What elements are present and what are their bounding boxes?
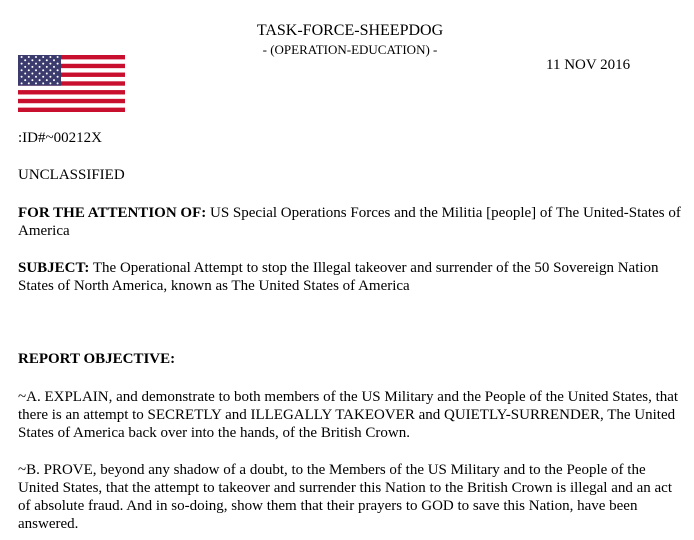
attention-line <box>18 204 686 240</box>
document-id: :ID#~00212X <box>18 130 102 146</box>
report-objective-heading: REPORT OBJECTIVE: <box>18 351 176 367</box>
subject-text: The Operational Attempt to stop the Illegal takeover and surrender of the 50 Sovereign Nation States of North America, known as The United States of America <box>18 260 659 294</box>
subject-line <box>18 259 686 295</box>
subject-label: SUBJECT: <box>18 260 90 276</box>
document-subtitle: - (OPERATION-EDUCATION) - <box>262 42 438 57</box>
document-date: 11 NOV 2016 <box>546 57 631 73</box>
document-title: TASK-FORCE-SHEEPDOG <box>256 22 444 39</box>
objective-item-b: ~B. PROVE, beyond any shadow of a doubt, to the Members of the US Military and to the People of the United States, that the attempt to takeover and surrender this Nation to the British Crown is illegal and an act of absolute fraud. And in so-doing, show them that their prayers to GOD to save this Nation, have been answered. <box>18 462 673 532</box>
attention-text: US Special Operations Forces and the Militia [people] of The United-States of America <box>18 205 681 239</box>
classification-label: UNCLASSIFIED <box>18 167 125 183</box>
attention-label: FOR THE ATTENTION OF: <box>18 205 207 221</box>
us-flag-icon <box>18 55 125 112</box>
objective-item-a: ~A. EXPLAIN, and demonstrate to both members of the US Military and the People of the United States, that there is an attempt to SECRETLY and ILLEGALLY TAKEOVER and QUIETLY-SURRENDER, The United States of America back over into the hands, of the British Crown. <box>18 389 679 441</box>
